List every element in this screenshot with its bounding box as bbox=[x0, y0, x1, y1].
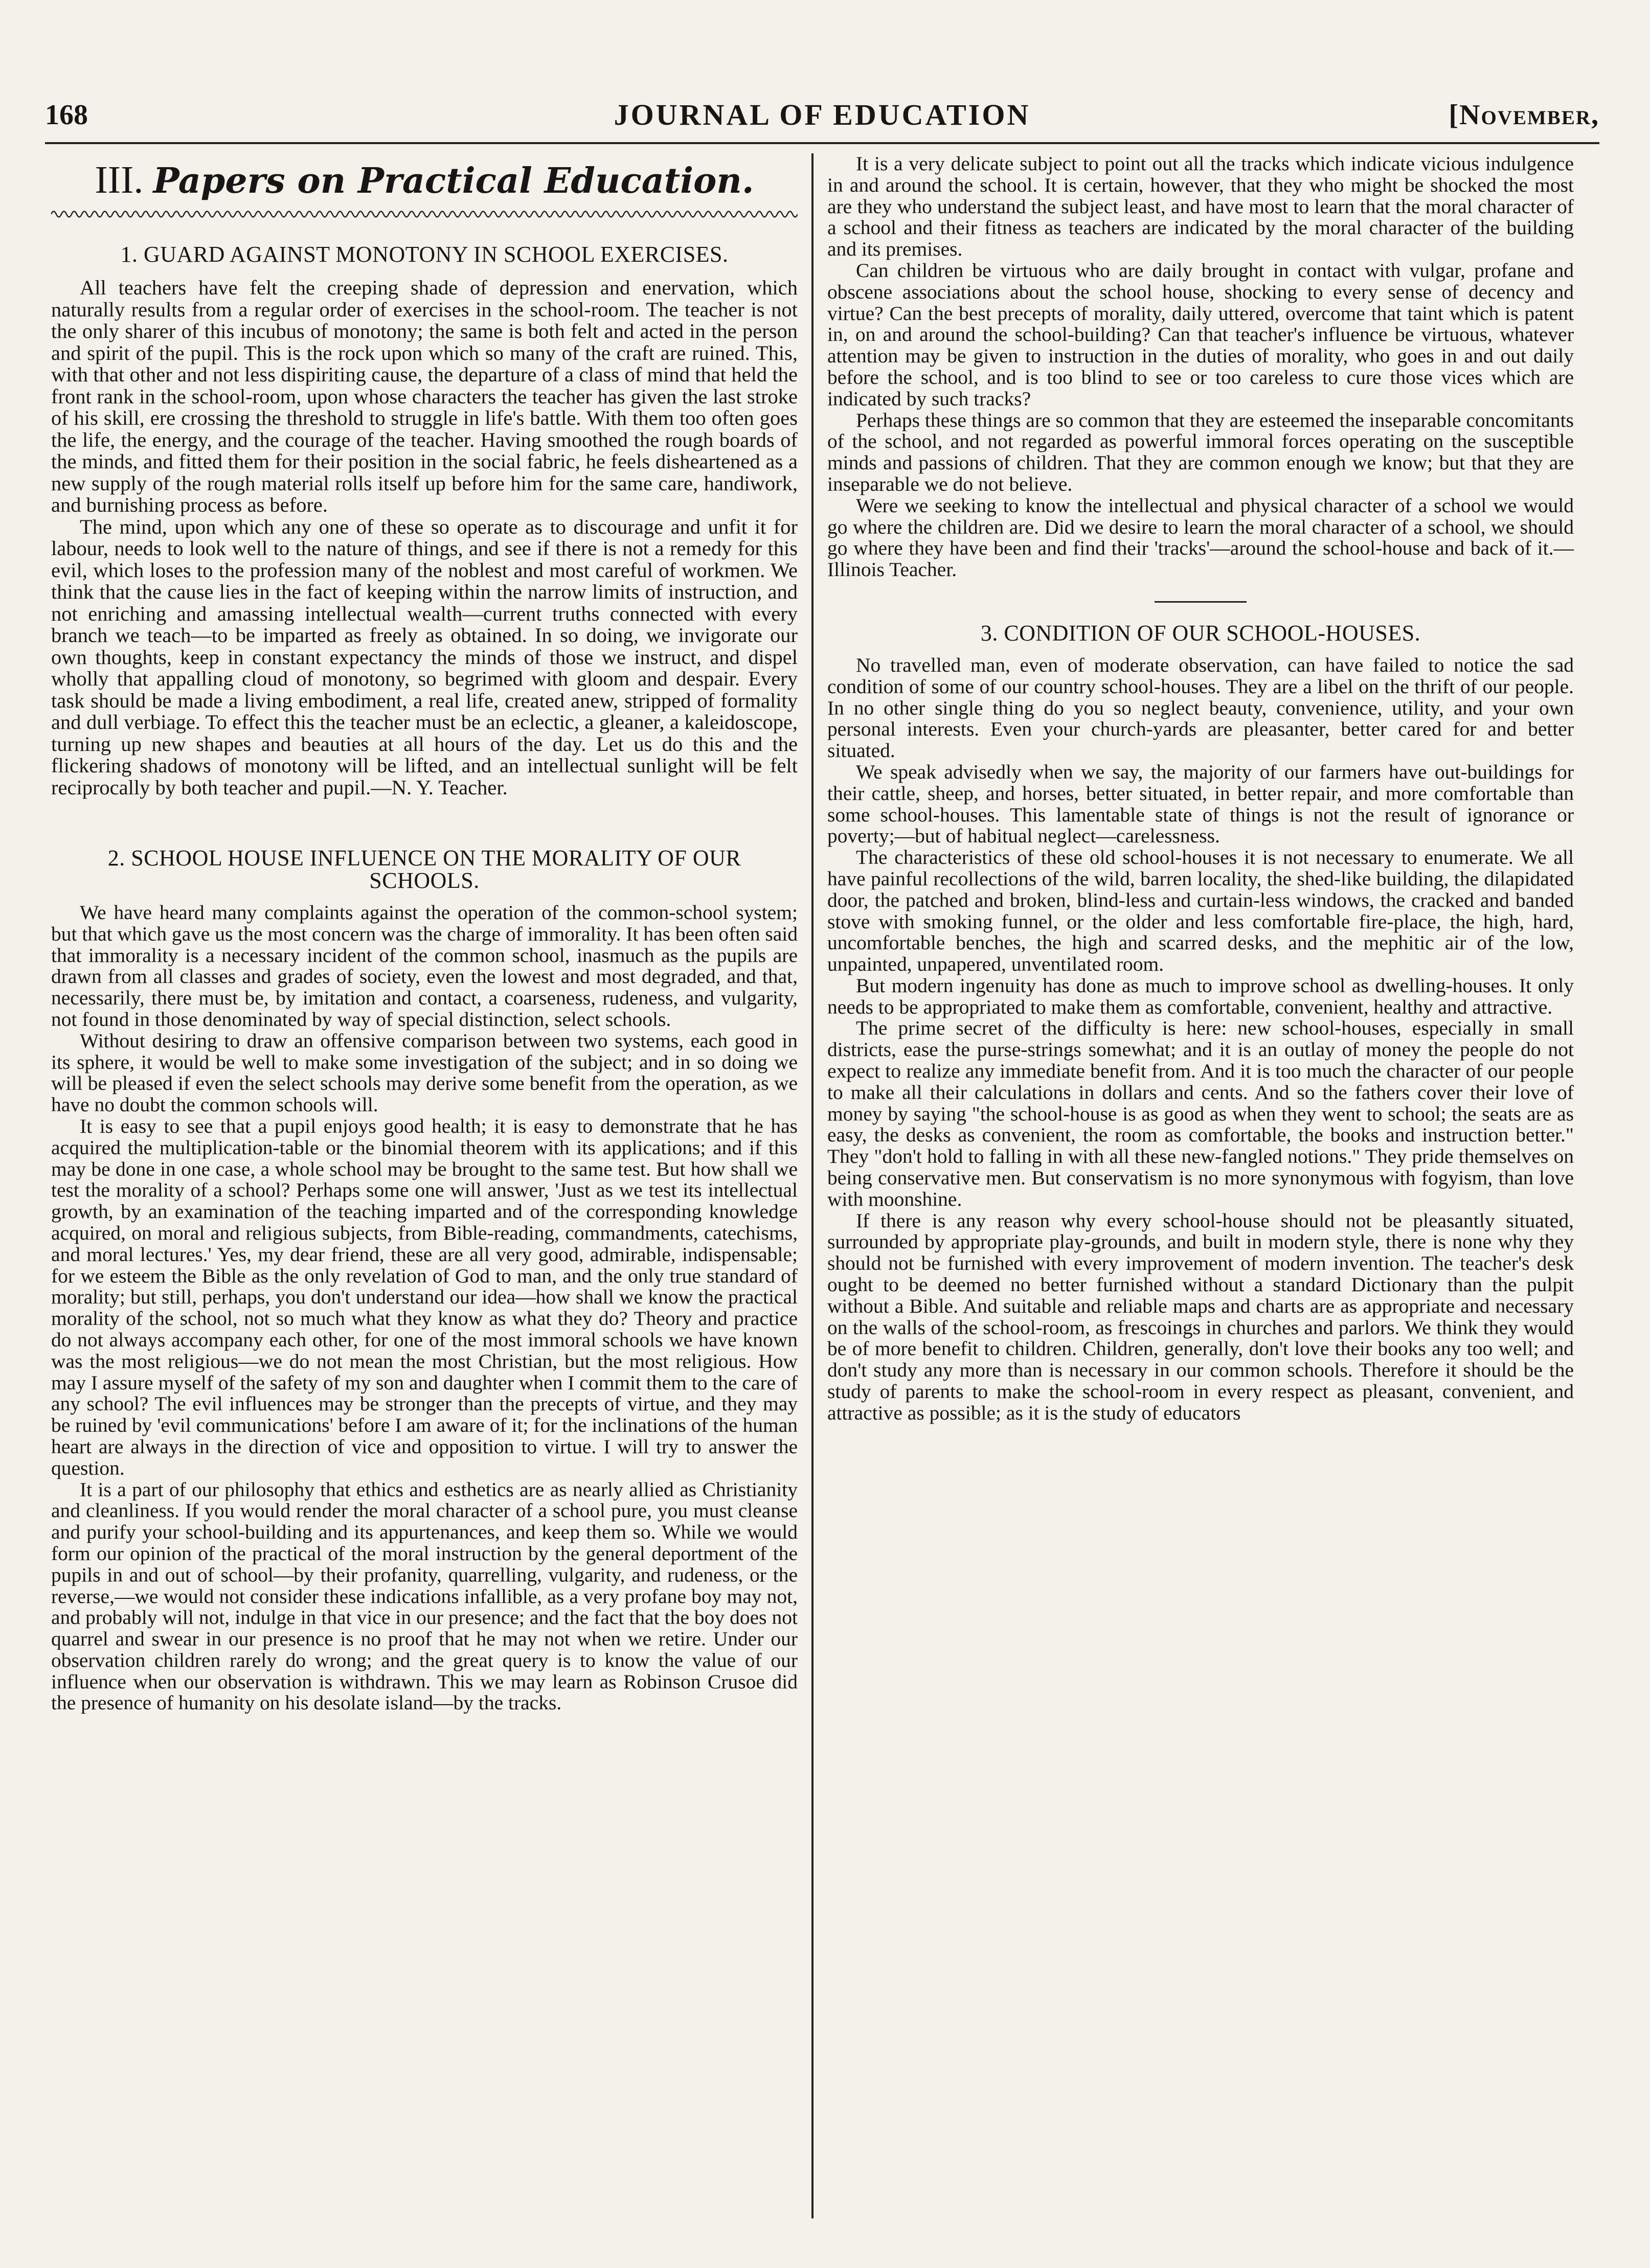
article-paragraph: No travelled man, even of moderate observation, can have failed to notice the sad condition of some of our country school-houses. They are a libel on the thrift of our people. In no other single thing do you so neglect beauty, convenience, utility, and your own personal interests. Even your church-yards are pleasanter, better cared for and better situated. bbox=[827, 653, 1574, 762]
article-paragraph: Can children be virtuous who are daily brought in contact with vulgar, profane and obscene associations about the school house, shocking to every sense of decency and virtue? Can the best precepts of morality, daily uttered, overcome that taint which is patent in, on and around the school-building? Can that teacher's influence be virtuous, whatever attention may be given to instruction in the duties of morality, who goes in and out daily before the school, and is too blind to see or too careless to cure those vices which are indicated by such tracks? bbox=[827, 259, 1574, 410]
article-heading: 2. SCHOOL HOUSE INFLUENCE ON THE MORALITY OF OUR SCHOOLS. bbox=[107, 845, 741, 893]
article-paragraph: Perhaps these things are so common that they are esteemed the inseparable concomitants of the school, and not regarded as powerful immoral forces operating on the susceptible minds and passions of children. That they are common enough we know; but that they are inseparable we do not believe. bbox=[827, 408, 1574, 495]
article-heading: 1. GUARD AGAINST MONOTONY IN SCHOOL EXERCISES. bbox=[120, 242, 729, 267]
article-paragraph: The prime secret of the difficulty is here: new school-houses, especially in small districts, ease the purse-strings somewhat; and it is an outlay of money the people do not expect to realize any immediate benefit from. And it is too much the character of our people to make all their calculations in dollars and cents. And so the fathers cover their love of money by saying "the school-house is as good as when they went to school; the seats are as easy, the desks as convenient, the room as comfortable, the books and instruction better." They "don't hold to falling in with all these new-fangled notions." They pride themselves on being conservative men. But conservatism is no more synonymous with fogyism, than love with moonshine. bbox=[827, 1017, 1574, 1210]
article-paragraph: It is a part of our philosophy that ethics and esthetics are as nearly allied as Christianity and cleanliness. If you would render the moral character of a school pure, you must cleanse and purify your school-building and its appurtenances, and keep them so. While we would form our opinion of the practical of the moral instruction by the general deportment of the pupils in and out of school—by their profanity, quarrelling, vulgarity, and rudeness, or the reverse,—we would not consider these indications infallible, as a very profane boy may not, and probably will not, indulge in that vice in our presence; and the fact that the boy does not quarrel and swear in our presence is no proof that he may not when we retire. Under our observation children rarely do wrong; and the great query is to know the value of our influence when our observation is withdrawn. This we may learn as Robinson Crusoe did the presence of humanity on his desolate island—by the tracks. bbox=[51, 1478, 798, 1714]
section-heading bbox=[51, 158, 798, 201]
journal-title: JOURNAL OF EDUCATION bbox=[614, 98, 1031, 131]
left-column bbox=[51, 153, 798, 1714]
article-paragraph: All teachers have felt the creeping shade of depression and enervation, which naturally results from a regular order of exercises in the school-room. The teacher is not the only sharer of this incubus of monotony; the same is both felt and acted in the person and spirit of the pupil. This is the rock upon which so many of the craft are ruined. This, with that other and not less dispiriting cause, the departure of a class of mind that held the front rank in the school-room, upon whose characters the teacher has given the last stroke of his skill, ere crossing the threshold to struggle in life's battle. With them too often goes the life, the energy, and the courage of the teacher. Having smoothed the rough boards of the minds, and fitted them for their position in the social fabric, he feels disheartened as a new supply of the rough material rolls itself up before him for the same care, handiwork, and burnishing process as before. bbox=[51, 276, 798, 516]
article-paragraph: The characteristics of these old school-houses it is not necessary to enumerate. We all have painful recollections of the wild, barren locality, the shed-like building, the dilapidated door, the patched and broken, blind-less and curtain-less windows, the cracked and banded stove with smoking funnel, or the older and less comfortable fire-place, the high, hard, uncomfortable benches, the high and scarred desks, and the mephitic air of the low, unpainted, unpapered, unventilated room. bbox=[827, 846, 1574, 976]
column-divider bbox=[811, 153, 813, 2218]
right-column bbox=[827, 153, 1574, 1424]
article-paragraph: We speak advisedly when we say, the majority of our farmers have out-buildings for their cattle, sheep, and horses, better situated, in better repair, and more comfortable than some school-houses. This lamentable state of things is not the result of ignorance or poverty;—but of habitual neglect—carelessness. bbox=[827, 760, 1574, 847]
article-paragraph: If there is any reason why every school-house should not be pleasantly situated, surrounded by appropriate play-grounds, and built in modern style, there is none why they should not be furnished with every improvement of modern invention. The teacher's desk ought to be deemed no better furnished without a standard Dictionary than the pulpit without a Bible. And suitable and reliable maps and charts are as appropriate and necessary on the walls of the school-room, as frescoings in churches and parlors. We think they would be of more benefit to children. Children, generally, don't love their books any too well; and don't study any more than is necessary in our common schools. Therefore it should be the study of parents to make the school-room in every respect as pleasant, convenient, and attractive as possible; as it is the study of educators bbox=[827, 1209, 1574, 1424]
page-number: 168 bbox=[45, 99, 88, 131]
issue-month: [November, bbox=[1449, 99, 1599, 131]
article-paragraph: It is a very delicate subject to point out all the tracks which indicate vicious indulgence in and around the school. It is certain, however, that they who might be shocked the most are they who understand the subject least, and have most to learn that the moral character of a school and their fitness as teachers are indicated by the moral character of the building and its premises. bbox=[827, 152, 1574, 261]
article-paragraph: Without desiring to draw an offensive comparison between two systems, each good in its sphere, it would be well to make some investigation of the subject; and in so doing we will be pleased if even the select schools may derive some benefit from the operation, as we have no doubt the common schools will. bbox=[51, 1029, 798, 1116]
article-separator bbox=[1155, 601, 1247, 603]
article-paragraph: It is easy to see that a pupil enjoys good health; it is easy to demonstrate that he has acquired the multiplication-table or the binomial theorem with its applications; and if this may be done in one case, a whole school may be brought to the same test. But how shall we test the morality of a school? Perhaps some one will answer, 'Just as we test its intellectual growth, by an examination of the teaching imparted and of the corresponding knowledge acquired, on moral and religious subjects, from Bible-reading, commandments, catechisms, and moral lectures.' Yes, my dear friend, these are all very good, admirable, indispensable; for we esteem the Bible as the only revelation of God to man, and the only true standard of morality; but still, perhaps, you don't understand our idea—how shall we know the practical morality of the school, not so much what they know as what they do? Theory and practice do not always accompany each other, for one of the most immoral schools we have known was the most religious—we do not mean the most Christian, but the most religious. How may I assure myself of the safety of my son and daughter when I commit them to the care of any school? The evil influences may be stronger than the precepts of virtue, and they may be ruined by 'evil communications' before I am aware of it; for the inclinations of the human heart are always in the direction of vice and opposition to virtue. I will try to answer the question. bbox=[51, 1114, 798, 1479]
header-rule bbox=[45, 142, 1599, 144]
running-header bbox=[45, 97, 1599, 133]
article-heading: 3. CONDITION OF OUR SCHOOL-HOUSES. bbox=[980, 620, 1421, 646]
ornamental-rule bbox=[51, 207, 798, 222]
section-numeral: III. bbox=[95, 158, 144, 201]
article-paragraph: The mind, upon which any one of these so operate as to discourage and unfit it for labour, needs to look well to the nature of things, and see if there is not a remedy for this evil, which loses to the profession many of the noblest and most careful of workmen. We think that the cause lies in the fact of keeping within the narrow limits of instruction, and not enriching and amassing intellectual wealth—current truths connected with every branch we teach—to be imparted as freely as obtained. In so doing, we invigorate our own thoughts, keep in constant expectancy the minds of those we instruct, and dispel wholly that appalling cloud of monotony, so begrimed with gloom and despair. Every task should be made a living embodiment, a real life, created anew, stripped of formality and dull verbiage. To effect this the teacher must be an eclectic, a gleaner, a kaleidoscope, turning up new shapes and beauties at all hours of the day. Let us do this and the flickering shadows of monotony will be lifted, and an intellectual sunlight will be felt reciprocally by both teacher and pupil.—N. Y. Teacher. bbox=[51, 515, 798, 799]
section-title: Papers on Practical Education. bbox=[153, 161, 754, 201]
article-paragraph: Were we seeking to know the intellectual and physical character of a school we would go where the children are. Did we desire to learn the moral character of a school, we should go where they have been and find their 'tracks'—around the school-house and back of it.—Illinois Teacher. bbox=[827, 494, 1574, 581]
article-paragraph: But modern ingenuity has done as much to improve school as dwelling-houses. It only needs to be appropriated to make them as comfortable, convenient, healthy and attractive. bbox=[827, 974, 1574, 1018]
article-paragraph: We have heard many complaints against the operation of the common-school system; but that which gave us the most concern was the charge of immorality. It has been often said that immorality is a necessary incident of the common school, inasmuch as the pupils are drawn from all classes and grades of society, even the lowest and most degraded, and that, necessarily, there must be, by imitation and contact, a coarseness, rudeness, and vulgarity, not found in those denominated by way of special distinction, select schools. bbox=[51, 901, 798, 1030]
